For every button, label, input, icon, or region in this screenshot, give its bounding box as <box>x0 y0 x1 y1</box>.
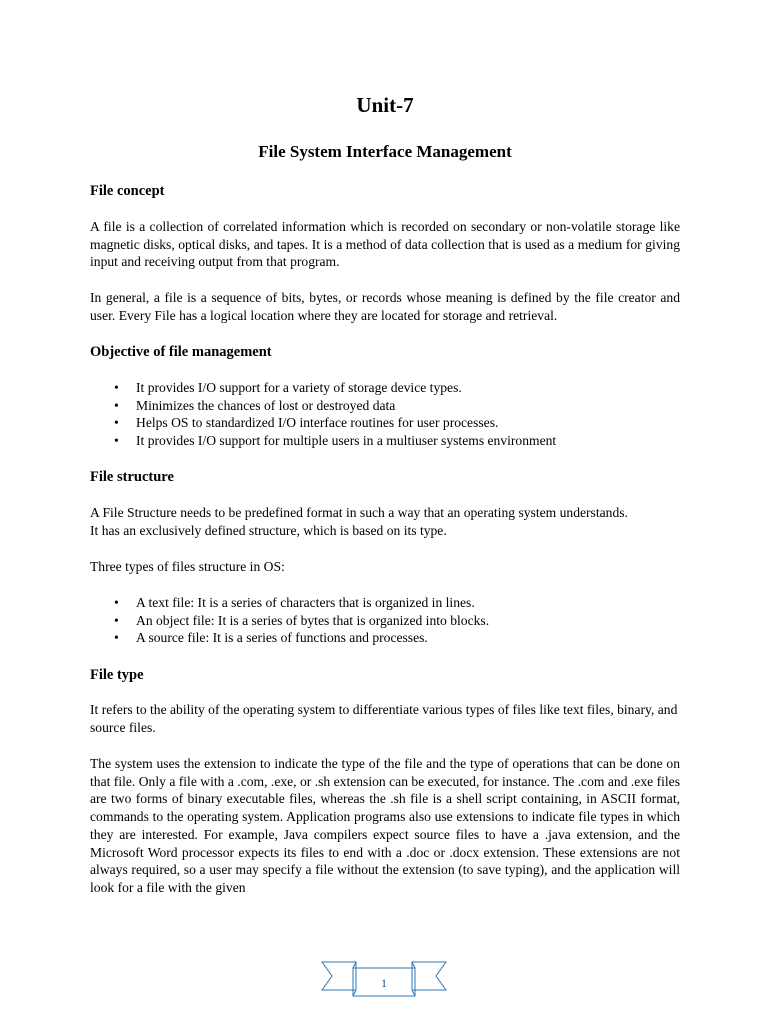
list-item: • A source file: It is a series of functions and processes. <box>90 629 680 647</box>
ribbon-left-tail <box>322 962 356 990</box>
section-heading-file-structure: File structure <box>90 469 174 485</box>
paragraph-file-structure-1: A File Structure needs to be predefined format in such a way that an operating system understands. It has an exclusively defined structure, which is based on its type. <box>90 505 628 538</box>
paragraph-file-type-1: It refers to the ability of the operating system to differentiate various types of files like text files, binary, and source files. <box>90 702 678 735</box>
page-number: 1 <box>381 976 387 990</box>
document-title: File System Interface Management <box>258 142 512 161</box>
list-item: • A text file: It is a series of characters that is organized in lines. <box>90 594 680 612</box>
list-item: • It provides I/O support for a variety of storage device types. <box>90 379 680 397</box>
section-heading-objective: Objective of file management <box>90 344 272 360</box>
file-structure-bullet-list <box>90 594 680 647</box>
unit-heading: Unit-7 <box>356 93 414 117</box>
page-number-ribbon <box>320 958 448 998</box>
section-heading-file-type: File type <box>90 667 144 683</box>
objective-bullet-list <box>90 379 680 450</box>
paragraph-file-concept-2: In general, a file is a sequence of bits, bytes, or records whose meaning is defined by the file creator and user. Every File has a logical location where they are located for storage and retrieval. <box>90 290 680 323</box>
list-item: • Minimizes the chances of lost or destroyed data <box>90 397 680 415</box>
ribbon-right-tail <box>412 962 446 990</box>
list-item: • An object file: It is a series of bytes that is organized into blocks. <box>90 612 680 630</box>
paragraph-file-concept-1: A file is a collection of correlated information which is recorded on secondary or non-volatile storage like magnetic disks, optical disks, and tapes. It is a method of data collection that is used as a medium for giving input and receiving output from that program. <box>90 219 680 270</box>
paragraph-file-structure-2: Three types of files structure in OS: <box>90 559 285 574</box>
list-item: • It provides I/O support for multiple users in a multiuser systems environment <box>90 432 680 450</box>
list-item: • Helps OS to standardized I/O interface routines for user processes. <box>90 414 680 432</box>
paragraph-file-type-2: The system uses the extension to indicate the type of the file and the type of operations that can be done on that file. Only a file with a .com, .exe, or .sh extension can be executed, for instance. The .com and .exe files are two forms of binary executable files, whereas the .sh file is a shell script containing, in ASCII format, commands to the operating system. Application programs also use extensions to indicate file types in which they are interested. For example, Java compilers expect source files to have a .java extension, and the Microsoft Word processor expects its files to end with a .doc or .docx extension. These extensions are not always required, so a user may specify a file without the extension (to save typing), and the application will look for a file with the given <box>90 756 680 895</box>
section-heading-file-concept: File concept <box>90 183 165 199</box>
